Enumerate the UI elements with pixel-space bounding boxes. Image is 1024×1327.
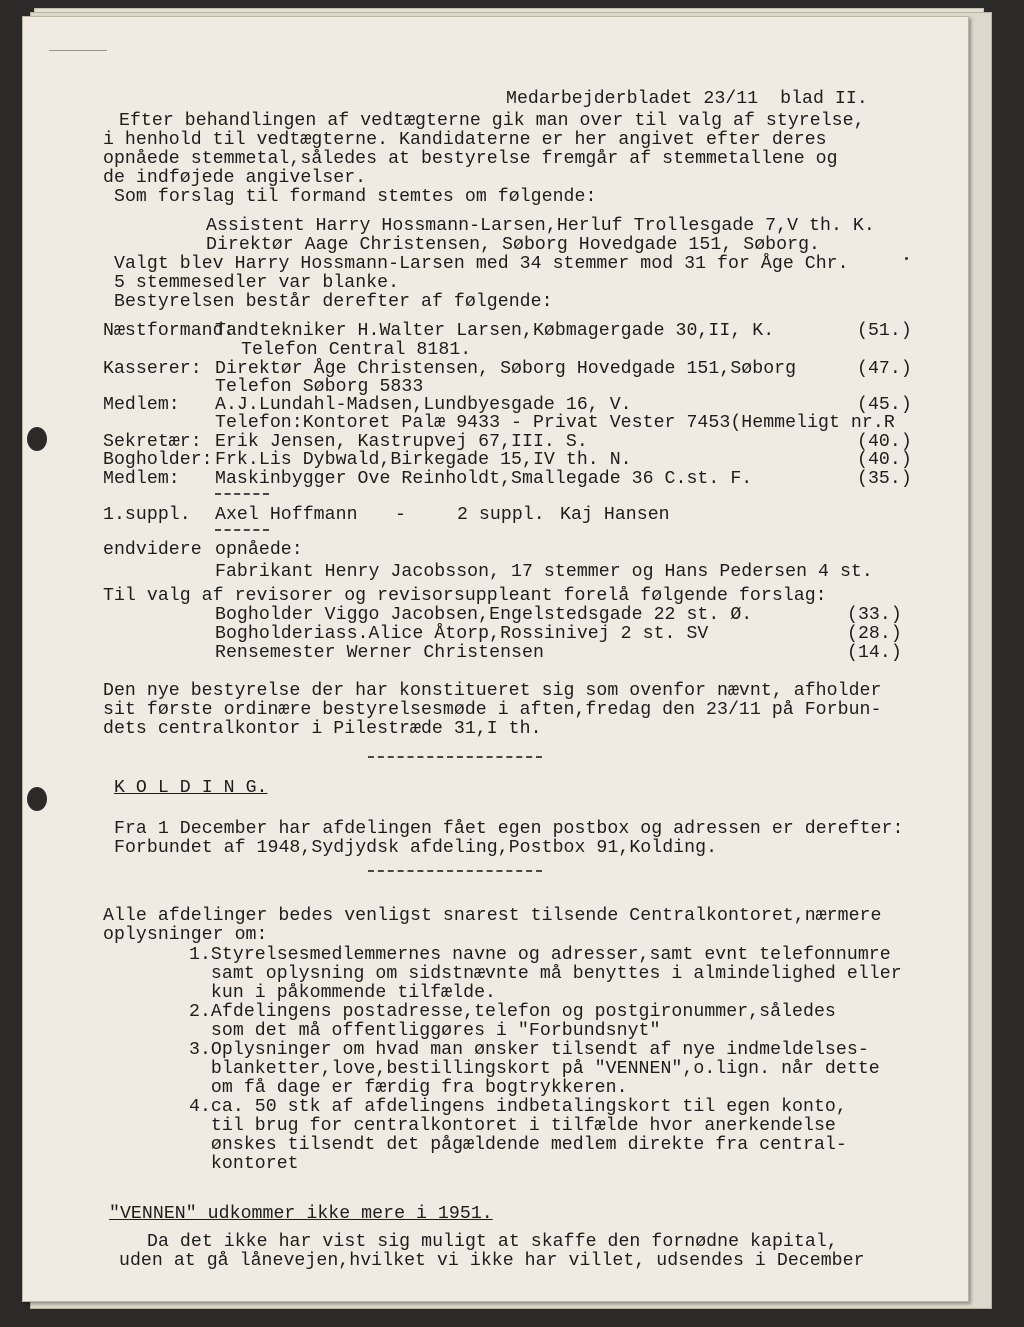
board-label: Sekretær: bbox=[103, 432, 202, 452]
revisor-intro: Til valg af revisorer og revisorsuppleant forelå følgende forslag: bbox=[103, 586, 827, 606]
revisor-row: Rensemester Werner Christensen bbox=[215, 643, 544, 663]
intro-line: opnåede stemmetal,således at bestyrelse fremgår af stemmetallene og bbox=[103, 149, 838, 169]
alle-line: Alle afdelinger bedes venligst snarest tilsende Centralkontoret,nærmere bbox=[103, 906, 882, 926]
kolding-line: Fra 1 December har afdelingen fået egen postbox og adressen er derefter: bbox=[114, 819, 904, 839]
konst-line: Den nye bestyrelse der har konstitueret sig som ovenfor nævnt, afholder bbox=[103, 681, 882, 701]
section-rule bbox=[368, 756, 542, 758]
vote-count: (14.) bbox=[847, 643, 902, 663]
page-header: Medarbejderbladet 23/11 blad II. bbox=[506, 89, 868, 109]
kolding-line: Forbundet af 1948,Sydjydsk afdeling,Postbox 91,Kolding. bbox=[114, 838, 718, 858]
short-rule bbox=[215, 493, 269, 495]
result-line: 5 stemmesedler var blanke. bbox=[114, 273, 400, 293]
list-item: 1.Styrelsesmedlemmernes navne og adresser,samt evnt telefonnumre bbox=[189, 945, 891, 965]
suppl-dash: - bbox=[395, 505, 406, 525]
suppl-name: Kaj Hansen bbox=[560, 505, 670, 525]
list-item: blanketter,love,bestillingskort på "VENNEN",o.lign. når dette bbox=[189, 1059, 880, 1079]
closing-line: uden at gå lånevejen,hvilket vi ikke har villet, udsendes i December bbox=[119, 1251, 865, 1271]
result-line: Bestyrelsen består derefter af følgende: bbox=[114, 292, 553, 312]
konst-line: sit første ordinære bestyrelsesmøde i aften,fredag den 23/11 på Forbun- bbox=[103, 700, 882, 720]
suppl-label: 2 suppl. bbox=[457, 505, 545, 525]
list-item: ønskes tilsendt det pågældende medlem direkte fra central- bbox=[189, 1135, 847, 1155]
vote-count: (51.) bbox=[857, 321, 912, 341]
board-row: Erik Jensen, Kastrupvej 67,III. S. bbox=[215, 432, 588, 452]
document-page bbox=[22, 16, 969, 1302]
list-item: som det må offentliggøres i "Forbundsnyt" bbox=[189, 1021, 661, 1041]
board-row: Frk.Lis Dybwald,Birkegade 15,IV th. N. bbox=[215, 450, 632, 470]
endvidere-text: opnåede: bbox=[215, 540, 303, 560]
vote-count: (33.) bbox=[847, 605, 902, 625]
closing-line: Da det ikke har vist sig muligt at skaffe den fornødne kapital, bbox=[147, 1232, 838, 1252]
vote-count: (45.) bbox=[857, 395, 912, 415]
board-row: Telefon:Kontoret Palæ 9433 - Privat Vester 7453(Hemmeligt nr.R bbox=[215, 413, 895, 433]
board-row: Tandtekniker H.Walter Larsen,Købmagergade 30,II, K. bbox=[215, 321, 775, 341]
board-row: Direktør Åge Christensen, Søborg Hovedgade 151,Søborg bbox=[215, 359, 797, 379]
vennen-note: "VENNEN" udkommer ikke mere i 1951. bbox=[109, 1204, 493, 1224]
endvidere-line: Fabrikant Henry Jacobsson, 17 stemmer og Hans Pedersen 4 st. bbox=[215, 562, 873, 582]
list-item: 3.Oplysninger om hvad man ønsker tilsendt af nye indmeldelses- bbox=[189, 1040, 869, 1060]
result-line: Valgt blev Harry Hossmann-Larsen med 34 stemmer mod 31 for Åge Chr. bbox=[114, 254, 849, 274]
vote-count: (40.) bbox=[857, 450, 912, 470]
list-item: til brug for centralkontoret i tilfælde hvor anerkendelse bbox=[189, 1116, 836, 1136]
vote-count: (35.) bbox=[857, 469, 912, 489]
section-rule bbox=[368, 870, 542, 872]
list-item: kun i påkommende tilfælde. bbox=[189, 983, 496, 1003]
alle-line: oplysninger om: bbox=[103, 925, 268, 945]
intro-line: Som forslag til formand stemtes om følgende: bbox=[114, 187, 597, 207]
vote-count: (28.) bbox=[847, 624, 902, 644]
board-row: Telefon Søborg 5833 bbox=[215, 377, 424, 397]
vote-count: (47.) bbox=[857, 359, 912, 379]
vote-count: (40.) bbox=[857, 432, 912, 452]
board-label: Kasserer: bbox=[103, 359, 202, 379]
board-label: Medlem: bbox=[103, 469, 180, 489]
short-rule bbox=[215, 529, 269, 531]
intro-line: Efter behandlingen af vedtægterne gik man over til valg af styrelse, bbox=[119, 111, 865, 131]
board-label: Bogholder: bbox=[103, 450, 213, 470]
revisor-row: Bogholder Viggo Jacobsen,Engelstedsgade 22 st. Ø. bbox=[215, 605, 753, 625]
konst-line: dets centralkontor i Pilestræde 31,I th. bbox=[103, 719, 542, 739]
candidate-line: Direktør Aage Christensen, Søborg Hovedgade 151, Søborg. bbox=[206, 235, 820, 255]
endvidere-label: endvidere bbox=[103, 540, 202, 560]
board-label: Næstformand: bbox=[103, 321, 235, 341]
intro-line: de indføjede angivelser. bbox=[103, 168, 367, 188]
intro-line: i henhold til vedtægterne. Kandidaterne er her angivet efter deres bbox=[103, 130, 827, 150]
board-row: A.J.Lundahl-Madsen,Lundbyesgade 16, V. bbox=[215, 395, 632, 415]
list-item: samt oplysning om sidstnævnte må benyttes i almindelighed eller bbox=[189, 964, 902, 984]
suppl-name: Axel Hoffmann bbox=[215, 505, 358, 525]
board-row: Telefon Central 8181. bbox=[241, 340, 472, 360]
suppl-label: 1.suppl. bbox=[103, 505, 191, 525]
board-label: Medlem: bbox=[103, 395, 180, 415]
list-item: kontoret bbox=[189, 1154, 299, 1174]
board-row: Maskinbygger Ove Reinholdt,Smallegade 36 C.st. F. bbox=[215, 469, 753, 489]
kolding-title: K O L D I N G. bbox=[114, 778, 268, 798]
list-item: om få dage er færdig fra bogtrykkeren. bbox=[189, 1078, 628, 1098]
revisor-row: Bogholderiass.Alice Åtorp,Rossinivej 2 st. SV bbox=[215, 624, 709, 644]
list-item: 2.Afdelingens postadresse,telefon og postgironummer,således bbox=[189, 1002, 836, 1022]
document-text bbox=[23, 17, 968, 1301]
list-item: 4.ca. 50 stk af afdelingens indbetalingskort til egen konto, bbox=[189, 1097, 847, 1117]
candidate-line: Assistent Harry Hossmann-Larsen,Herluf Trollesgade 7,V th. K. bbox=[206, 216, 875, 236]
